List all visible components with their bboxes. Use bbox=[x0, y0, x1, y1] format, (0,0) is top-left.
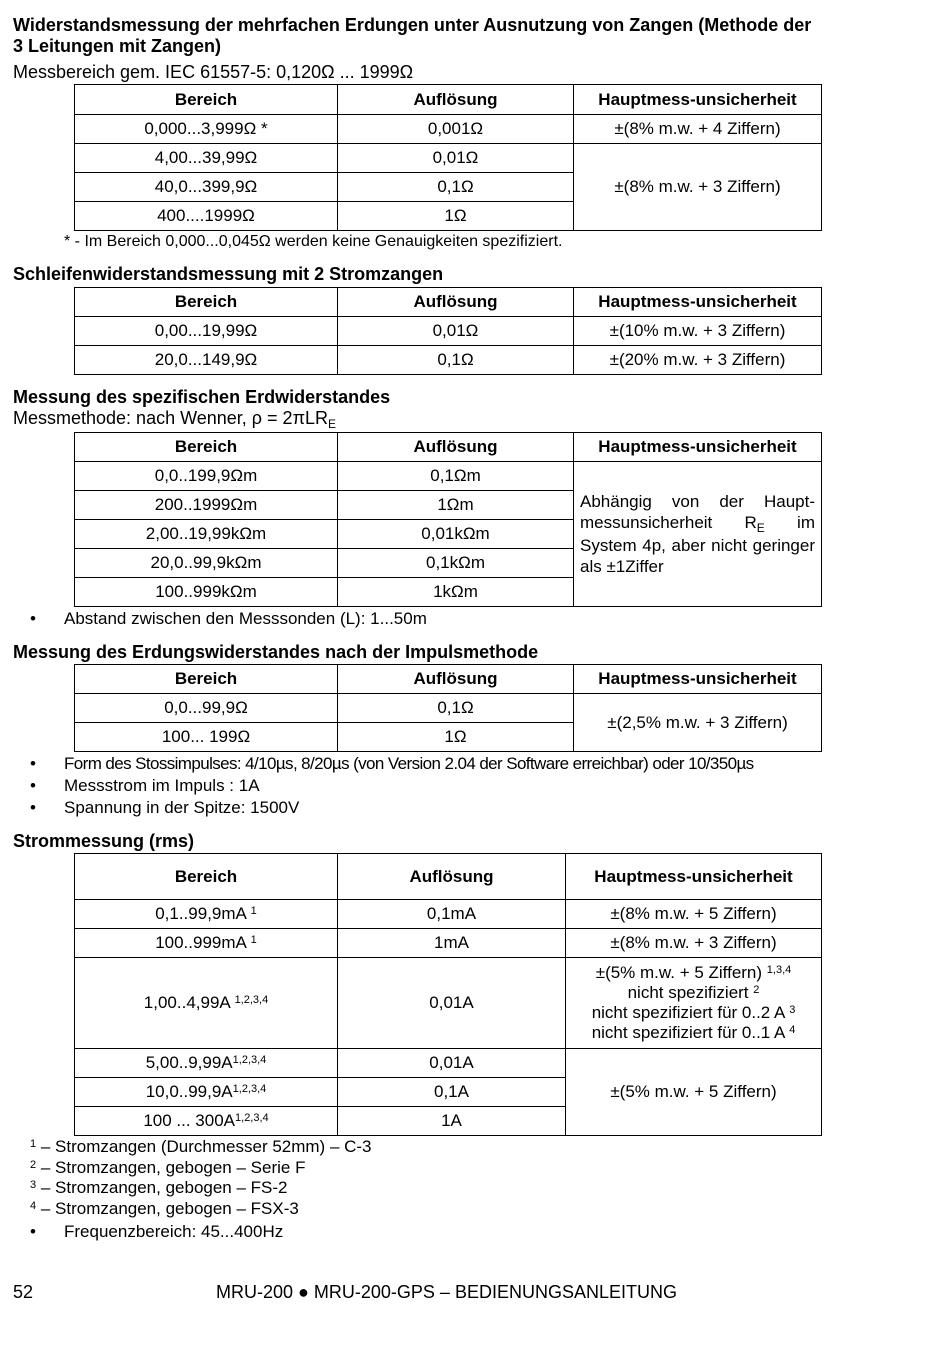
cell-accuracy: ±(8% m.w. + 5 Ziffern) bbox=[566, 900, 822, 929]
cell-range bbox=[75, 1107, 338, 1136]
measuring-method-label: Messmethode: nach Wenner, ρ = 2πLR bbox=[13, 408, 328, 428]
table-row bbox=[75, 144, 822, 173]
footnote-text: – Stromzangen, gebogen – FSX-3 bbox=[36, 1198, 299, 1218]
cell-resolution: 0,1Ωm bbox=[338, 462, 574, 491]
table-current-measurement bbox=[74, 853, 822, 1136]
cell-range bbox=[75, 1049, 338, 1078]
cell-range bbox=[75, 958, 338, 1049]
table-soil-resistivity bbox=[74, 432, 822, 607]
cell-resolution: 1kΩm bbox=[338, 578, 574, 607]
cell-range: 0,00...19,99Ω bbox=[75, 317, 338, 346]
col-header-resolution: Auflösung bbox=[338, 854, 566, 900]
section-title-line-1: Widerstandsmessung der mehrfachen Erdungen unter Ausnutzung von Zangen (Methode der bbox=[13, 15, 812, 35]
cell-accuracy: ±(2,5% m.w. + 3 Ziffern) bbox=[574, 694, 822, 752]
cell-range bbox=[75, 1078, 338, 1107]
cell-range: 0,000...3,999Ω * bbox=[75, 115, 338, 144]
table-row bbox=[75, 900, 822, 929]
measuring-method-text bbox=[13, 408, 336, 431]
cell-range bbox=[75, 929, 338, 958]
table-row bbox=[75, 115, 822, 144]
table-footnote: * - Im Bereich 0,000...0,045Ω werden keine Genauigkeiten spezifiziert. bbox=[64, 233, 563, 250]
range-value: 100..999mA bbox=[155, 933, 246, 952]
footnote-text: – Stromzangen, gebogen – Serie F bbox=[36, 1157, 306, 1177]
range-value: 1,00..4,99A bbox=[143, 993, 230, 1012]
table-impulse-method bbox=[74, 664, 822, 752]
col-header-resolution: Auflösung bbox=[338, 85, 574, 115]
cell-range: 100... 199Ω bbox=[75, 723, 338, 752]
footnote-ref: 2 bbox=[753, 984, 760, 996]
cell-resolution: 0,1Ω bbox=[338, 694, 574, 723]
footnote-item bbox=[30, 1137, 372, 1158]
subscript-e: E bbox=[328, 417, 337, 431]
bullet-icon: • bbox=[30, 798, 36, 817]
table-row bbox=[75, 958, 822, 1049]
cell-accuracy: ±(5% m.w. + 5 Ziffern) bbox=[566, 1049, 822, 1136]
cell-range: 2,00..19,99kΩm bbox=[75, 520, 338, 549]
col-header-range: Bereich bbox=[75, 433, 338, 462]
table-row bbox=[75, 317, 822, 346]
table-row bbox=[75, 462, 822, 491]
col-header-accuracy: Hauptmess-unsicherheit bbox=[574, 288, 822, 317]
cell-resolution: 1Ωm bbox=[338, 491, 574, 520]
table-header-row bbox=[75, 433, 822, 462]
accuracy-line bbox=[570, 1023, 817, 1043]
footnote-ref: 1,2,3,4 bbox=[234, 994, 269, 1006]
table-row bbox=[75, 1049, 822, 1078]
footnote-text: – Stromzangen, gebogen – FS-2 bbox=[36, 1178, 288, 1197]
col-header-range: Bereich bbox=[75, 854, 338, 900]
cell-resolution: 0,1Ω bbox=[338, 346, 574, 375]
cell-resolution: 0,1A bbox=[338, 1078, 566, 1107]
cell-resolution: 0,01kΩm bbox=[338, 520, 574, 549]
col-header-range: Bereich bbox=[75, 85, 338, 115]
accuracy-text-b: im System 4p, aber nicht geringer als ±1Ziffer bbox=[580, 513, 815, 576]
footnote-ref: 1,2,3,4 bbox=[232, 1054, 267, 1066]
list-item bbox=[30, 1221, 730, 1243]
cell-accuracy bbox=[574, 462, 822, 607]
table-header-row bbox=[75, 288, 822, 317]
bullet-icon: • bbox=[30, 1222, 36, 1241]
cell-resolution: 0,001Ω bbox=[338, 115, 574, 144]
bullet-text: Frequenzbereich: 45...400Hz bbox=[64, 1222, 284, 1241]
table-loop-resistance bbox=[74, 287, 822, 375]
footnote-item bbox=[30, 1178, 372, 1199]
cell-resolution: 0,1Ω bbox=[338, 173, 574, 202]
col-header-range: Bereich bbox=[75, 288, 338, 317]
measuring-range-text: Messbereich gem. IEC 61557-5: 0,120Ω ... 1999Ω bbox=[13, 62, 414, 82]
section-title-loop-resistance: Schleifenwiderstandsmessung mit 2 Stromzangen bbox=[13, 264, 444, 284]
table-row bbox=[75, 929, 822, 958]
accuracy-text: nicht spezifiziert bbox=[627, 983, 749, 1002]
col-header-range: Bereich bbox=[75, 665, 338, 694]
bullet-text: Form des Stossimpulses: 4/10µs, 8/20µs (von Version 2.04 der Software erreichbar) oder 10/350µs bbox=[64, 754, 754, 773]
range-value: 0,1..99,9mA bbox=[155, 904, 246, 923]
subscript-e: E bbox=[756, 521, 765, 535]
table-header-row bbox=[75, 854, 822, 900]
accuracy-text-a: Abhängig von der Haupt-messunsicherheit R bbox=[580, 492, 815, 532]
list-item bbox=[30, 608, 730, 630]
bullet-text: Spannung in der Spitze: 1500V bbox=[64, 798, 300, 817]
cell-resolution: 1A bbox=[338, 1107, 566, 1136]
footnote-item bbox=[30, 1199, 372, 1220]
footnote-ref: 1 bbox=[250, 934, 257, 946]
cell-range: 4,00...39,99Ω bbox=[75, 144, 338, 173]
footnote-ref: 1,2,3,4 bbox=[235, 1112, 269, 1124]
footnote-text: – Stromzangen (Durchmesser 52mm) – C-3 bbox=[36, 1137, 372, 1156]
col-header-accuracy: Hauptmess-unsicherheit bbox=[566, 854, 822, 900]
section-title-current-measurement: Strommessung (rms) bbox=[13, 831, 195, 851]
cell-resolution: 0,01A bbox=[338, 1049, 566, 1078]
cell-range: 40,0...399,9Ω bbox=[75, 173, 338, 202]
bullet-text: Abstand zwischen den Messsonden (L): 1...50m bbox=[64, 609, 427, 628]
cell-resolution: 1mA bbox=[338, 929, 566, 958]
footnote-mark: 3 bbox=[30, 1179, 37, 1191]
footnote-ref: 4 bbox=[789, 1024, 796, 1036]
list-item bbox=[30, 775, 730, 797]
cell-range: 100..999kΩm bbox=[75, 578, 338, 607]
col-header-accuracy: Hauptmess-unsicherheit bbox=[574, 665, 822, 694]
accuracy-text: nicht spezifiziert für 0..1 A bbox=[591, 1023, 785, 1042]
cell-resolution: 0,01Ω bbox=[338, 317, 574, 346]
cell-range bbox=[75, 900, 338, 929]
table-multiple-earthing bbox=[74, 84, 822, 231]
col-header-resolution: Auflösung bbox=[338, 433, 574, 462]
accuracy-line bbox=[570, 963, 817, 983]
footnote-mark: 2 bbox=[30, 1158, 37, 1171]
accuracy-line bbox=[570, 983, 817, 1003]
footnote-ref: 3 bbox=[789, 1004, 796, 1016]
footnote-ref: 1,2,3,4 bbox=[232, 1083, 267, 1095]
footnote-list bbox=[30, 1137, 372, 1219]
cell-range: 200..1999Ωm bbox=[75, 491, 338, 520]
range-value: 100 ... 300A bbox=[143, 1111, 236, 1130]
table-row bbox=[75, 694, 822, 723]
section-title-line-2: 3 Leitungen mit Zangen) bbox=[13, 36, 222, 56]
cell-accuracy: ±(20% m.w. + 3 Ziffern) bbox=[574, 346, 822, 375]
col-header-accuracy: Hauptmess-unsicherheit bbox=[574, 85, 822, 115]
bullet-icon: • bbox=[30, 776, 36, 795]
cell-resolution: 1Ω bbox=[338, 202, 574, 231]
table-header-row bbox=[75, 85, 822, 115]
footnote-ref: 1 bbox=[250, 905, 257, 917]
cell-range: 0,0..199,9Ωm bbox=[75, 462, 338, 491]
cell-range: 20,0..99,9kΩm bbox=[75, 549, 338, 578]
table-header-row bbox=[75, 665, 822, 694]
cell-resolution: 0,1kΩm bbox=[338, 549, 574, 578]
cell-resolution: 0,1mA bbox=[338, 900, 566, 929]
list-item bbox=[30, 797, 730, 819]
range-value: 5,00..9,99A bbox=[145, 1053, 233, 1072]
accuracy-text: nicht spezifiziert für 0..2 A bbox=[591, 1003, 785, 1022]
accuracy-text: ±(5% m.w. + 5 Ziffern) bbox=[595, 963, 763, 982]
col-header-resolution: Auflösung bbox=[338, 288, 574, 317]
section-title-soil-resistivity: Messung des spezifischen Erdwiderstandes bbox=[13, 387, 391, 407]
footer-title: MRU-200 ● MRU-200-GPS – BEDIENUNGSANLEITUNG bbox=[216, 1282, 677, 1302]
cell-range: 0,0...99,9Ω bbox=[75, 694, 338, 723]
cell-resolution: 0,01A bbox=[338, 958, 566, 1049]
range-value: 10,0..99,9A bbox=[145, 1082, 233, 1101]
cell-accuracy: ±(8% m.w. + 3 Ziffern) bbox=[566, 929, 822, 958]
footnote-ref: 1,3,4 bbox=[766, 964, 792, 976]
accuracy-line bbox=[570, 1003, 817, 1023]
cell-range: 20,0...149,9Ω bbox=[75, 346, 338, 375]
bullet-text: Messstrom im Impuls : 1A bbox=[64, 776, 260, 795]
cell-resolution: 1Ω bbox=[338, 723, 574, 752]
page-number: 52 bbox=[13, 1282, 34, 1302]
cell-accuracy bbox=[566, 958, 822, 1049]
col-header-accuracy: Hauptmess-unsicherheit bbox=[574, 433, 822, 462]
section-title-impulse-method: Messung des Erdungswiderstandes nach der Impulsmethode bbox=[13, 642, 539, 662]
cell-accuracy: ±(8% m.w. + 4 Ziffern) bbox=[574, 115, 822, 144]
table-row bbox=[75, 346, 822, 375]
col-header-resolution: Auflösung bbox=[338, 665, 574, 694]
cell-range: 400....1999Ω bbox=[75, 202, 338, 231]
footnote-mark: 1 bbox=[30, 1138, 37, 1150]
list-item bbox=[30, 753, 850, 775]
cell-accuracy: ±(8% m.w. + 3 Ziffern) bbox=[574, 144, 822, 231]
cell-accuracy: ±(10% m.w. + 3 Ziffern) bbox=[574, 317, 822, 346]
bullet-icon: • bbox=[30, 609, 36, 628]
footnote-mark: 4 bbox=[30, 1199, 37, 1212]
footnote-item bbox=[30, 1158, 372, 1179]
bullet-icon: • bbox=[30, 754, 36, 773]
cell-resolution: 0,01Ω bbox=[338, 144, 574, 173]
section-title-multiple-earthing bbox=[13, 15, 811, 57]
